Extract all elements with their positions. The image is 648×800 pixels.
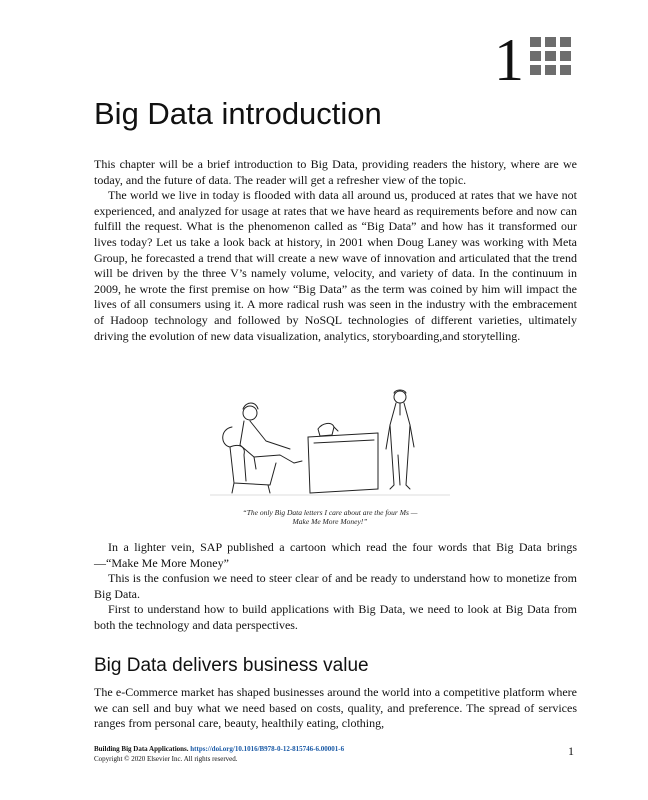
body-text-continued (94, 540, 577, 634)
body-paragraph: First to understand how to build applications with Big Data, we need to look at Big Data from both the technology and data perspectives. (94, 602, 577, 632)
chapter-grid-ornament (530, 37, 571, 75)
intro-paragraph: The world we live in today is flooded with data all around us, produced at rates that we have not experienced, and analyzed for usage at rates that we have heard as requirements before and now can fulfill the request. What is the phenomenon called as “Big Data” and how has it transformed our lives today? Let us take a look back at history, in 2001 when Doug Laney was working with Meta Group, he forecasted a trend that will create a new wave of innovation and articulated that the trend will be driven by the three V’s namely volume, velocity, and variety of data. In the continuum in 2009, he wrote the first premise on how “Big Data” as the term was coined by him will impact the lives of all consumers using it. A more radical rush was seen in the industry with the embracement of Hadoop technology and followed by NoSQL technologies of different varieties, ultimately driving the evolution of new data visualization, analytics, storyboarding,and storytelling. (94, 188, 577, 343)
figure-caption-line: Make Me More Money!” (292, 517, 368, 526)
body-paragraph: In a lighter vein, SAP published a cartoon which read the four words that Big Data brings —“Make Me More Money” (94, 540, 577, 570)
chapter-number: 1 (494, 27, 524, 93)
cartoon-illustration (210, 385, 450, 503)
section-body (94, 685, 577, 732)
page-number: 1 (568, 744, 574, 758)
footer-citation (94, 744, 344, 764)
section-paragraph: The e-Commerce market has shaped businesses around the world into a competitive platform where we can sell and buy what we need based on costs, quality, and preference. The spread of services ranges from personal care, beauty, healthily eating, clothing, (94, 685, 577, 731)
footer-doi-link[interactable]: https://doi.org/10.1016/B978-0-12-815746-6.00001-6 (190, 745, 345, 753)
section-heading: Big Data delivers business value (94, 655, 369, 676)
figure-caption (180, 508, 480, 526)
footer-copyright: Copyright © 2020 Elsevier Inc. All rights reserved. (94, 755, 238, 763)
figure-caption-line: “The only Big Data letters I care about are the four Ms — (242, 508, 418, 517)
intro-text (94, 157, 577, 344)
chapter-title: Big Data introduction (94, 96, 382, 131)
footer-book-title: Building Big Data Applications. (94, 745, 189, 753)
body-paragraph: This is the confusion we need to steer clear of and be ready to understand how to monetize from Big Data. (94, 571, 577, 601)
intro-paragraph: This chapter will be a brief introduction to Big Data, providing readers the history, where are we today, and the future of data. The reader will get a refresher view of the topic. (94, 157, 577, 187)
